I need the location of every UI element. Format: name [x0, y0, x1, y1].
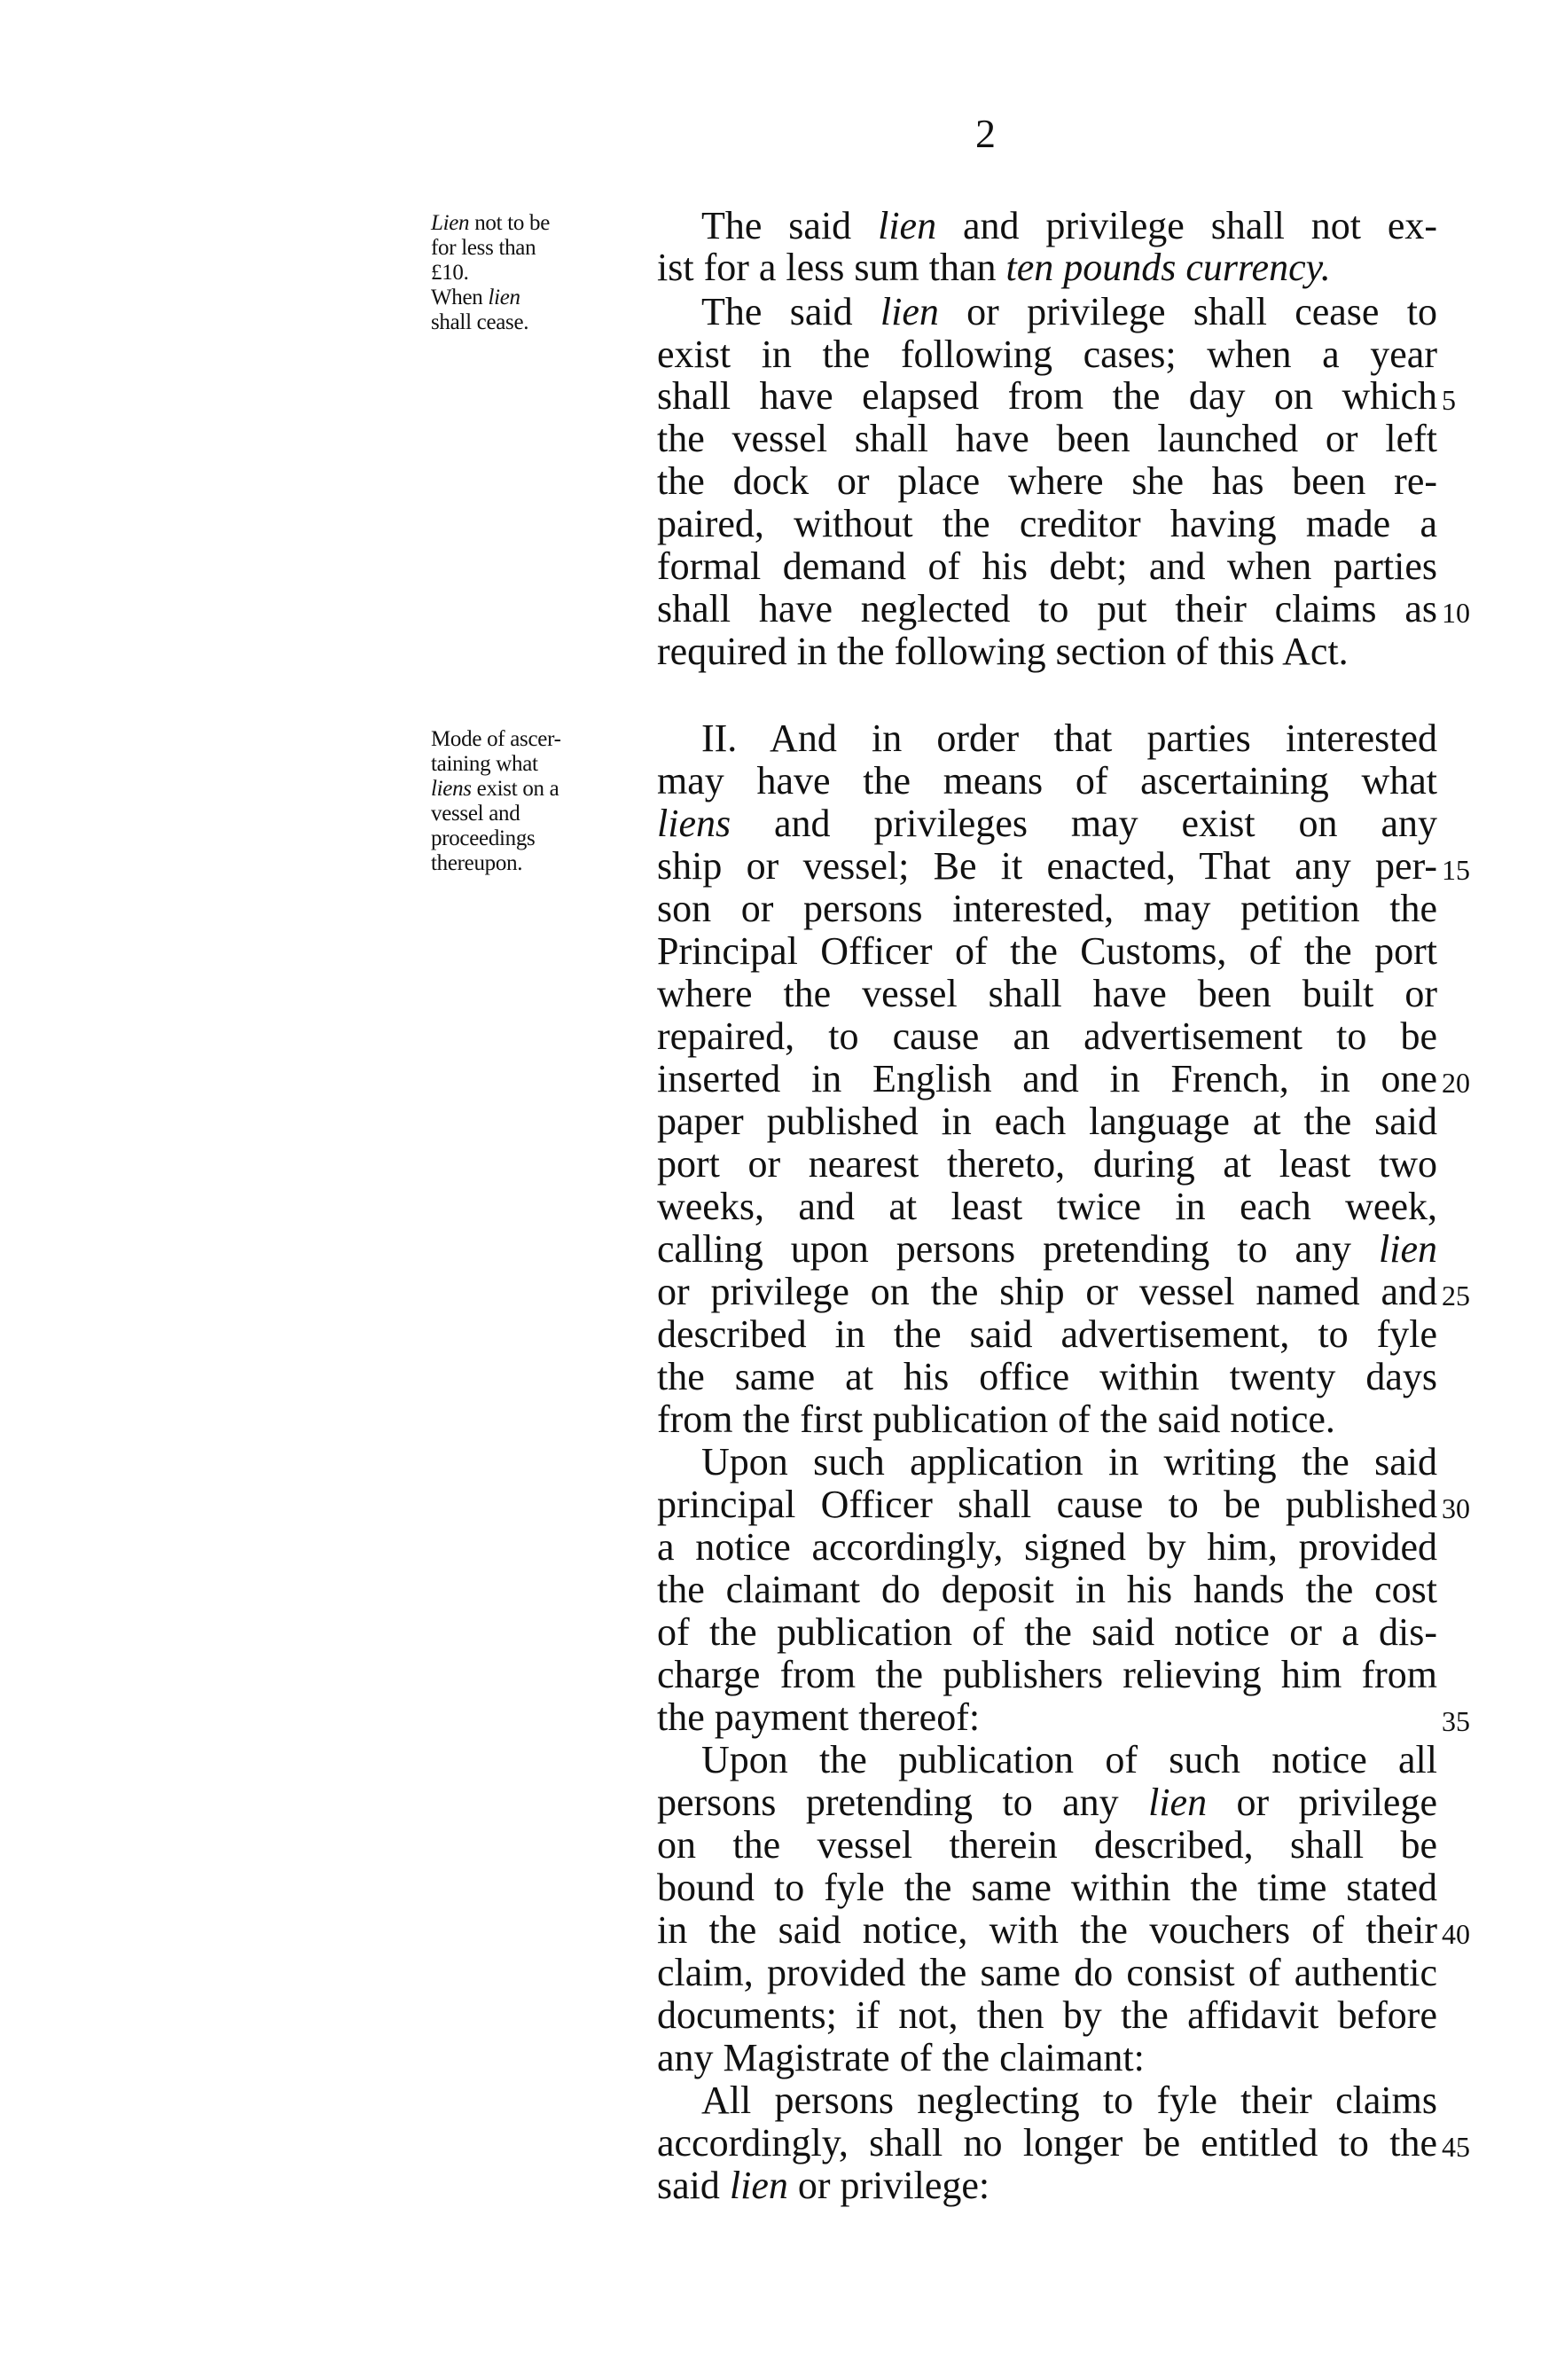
- body-line: claim, provided the same do consist of authentic: [657, 1951, 1437, 1994]
- body-line: port or nearest thereto, during at least two: [657, 1142, 1437, 1186]
- body-line: ist for a less sum than ten pounds currency.: [657, 246, 1331, 289]
- margin-note-line: liens exist on a: [431, 777, 559, 801]
- body-line: may have the means of ascertaining what: [657, 759, 1437, 802]
- body-line: weeks, and at least twice in each week,: [657, 1185, 1437, 1228]
- margin-note-lien-minimum: [431, 211, 608, 335]
- margin-note-line: taining what: [431, 752, 538, 776]
- body-line: The said lien and privilege shall not ex-: [701, 204, 1437, 247]
- margin-note-line: Lien not to be: [431, 211, 550, 235]
- body-line: liens and privileges may exist on any: [657, 802, 1437, 845]
- body-line: the same at his office within twenty days: [657, 1355, 1437, 1398]
- margin-note-line: shall cease.: [431, 310, 529, 334]
- margin-note-line: Mode of ascer-: [431, 727, 561, 751]
- margin-note-line: for less than: [431, 236, 536, 260]
- body-line: in the said notice, with the vouchers of their: [657, 1908, 1437, 1952]
- margin-note-line: thereupon.: [431, 851, 523, 875]
- line-number: 30: [1442, 1492, 1470, 1524]
- body-line: the dock or place where she has been re-: [657, 459, 1437, 503]
- body-line: calling upon persons pretending to any lien: [657, 1227, 1437, 1271]
- body-line: son or persons interested, may petition the: [657, 887, 1437, 930]
- margin-note-line: When lien: [431, 286, 520, 309]
- body-line: the claimant do deposit in his hands the cost: [657, 1568, 1437, 1611]
- body-line: documents; if not, then by the affidavit before: [657, 1993, 1437, 2037]
- body-line: the payment thereof:: [657, 1695, 981, 1739]
- body-line: paired, without the creditor having made a: [657, 502, 1437, 545]
- margin-note-line: vessel and: [431, 802, 520, 826]
- line-number: 40: [1442, 1918, 1470, 1950]
- body-line: Upon the publication of such notice all: [701, 1738, 1437, 1781]
- margin-note-mode-of-ascertaining: [431, 727, 608, 876]
- body-line: shall have elapsed from the day on which: [657, 374, 1437, 418]
- body-line: required in the following section of this Act.: [657, 630, 1349, 673]
- line-number: 10: [1442, 597, 1470, 629]
- body-line: said lien or privilege:: [657, 2164, 990, 2207]
- margin-note-line: proceedings: [431, 826, 536, 850]
- body-line: ship or vessel; Be it enacted, That any per-: [657, 844, 1437, 888]
- line-number: 25: [1442, 1280, 1470, 1311]
- body-line: accordingly, shall no longer be entitled to the: [657, 2121, 1437, 2165]
- body-line: from the first publication of the said notice.: [657, 1397, 1335, 1441]
- body-line: the vessel shall have been launched or left: [657, 417, 1437, 460]
- body-line: paper published in each language at the said: [657, 1100, 1437, 1143]
- body-line: formal demand of his debt; and when parties: [657, 544, 1437, 588]
- line-number: 15: [1442, 854, 1470, 886]
- body-line: where the vessel shall have been built or: [657, 972, 1437, 1015]
- body-line: shall have neglected to put their claims as: [657, 587, 1437, 630]
- body-line: any Magistrate of the claimant:: [657, 2036, 1145, 2079]
- line-number: 20: [1442, 1067, 1470, 1099]
- body-line: inserted in English and in French, in one: [657, 1057, 1437, 1100]
- line-number: 5: [1442, 384, 1456, 416]
- body-line: or privilege on the ship or vessel named and: [657, 1270, 1437, 1313]
- line-number: 35: [1442, 1705, 1470, 1737]
- page-number: 2: [975, 111, 996, 156]
- body-line: Principal Officer of the Customs, of the port: [657, 929, 1437, 973]
- margin-note-line: £10.: [431, 261, 469, 285]
- body-line: on the vessel therein described, shall be: [657, 1823, 1437, 1867]
- body-line: charge from the publishers relieving him from: [657, 1653, 1437, 1696]
- body-line: exist in the following cases; when a year: [657, 333, 1437, 376]
- body-line: Upon such application in writing the said: [701, 1440, 1437, 1484]
- body-line: a notice accordingly, signed by him, provided: [657, 1525, 1437, 1569]
- body-line: persons pretending to any lien or privilege: [657, 1781, 1437, 1824]
- body-line: II. And in order that parties interested: [701, 716, 1437, 760]
- body-line: repaired, to cause an advertisement to be: [657, 1014, 1437, 1058]
- body-line: of the publication of the said notice or a dis-: [657, 1610, 1437, 1654]
- body-line: The said lien or privilege shall cease to: [701, 290, 1437, 333]
- body-line: All persons neglecting to fyle their claims: [701, 2079, 1437, 2122]
- line-number: 45: [1442, 2131, 1470, 2163]
- body-line: bound to fyle the same within the time stated: [657, 1866, 1437, 1909]
- body-line: principal Officer shall cause to be published: [657, 1483, 1437, 1526]
- body-line: described in the said advertisement, to fyle: [657, 1312, 1437, 1356]
